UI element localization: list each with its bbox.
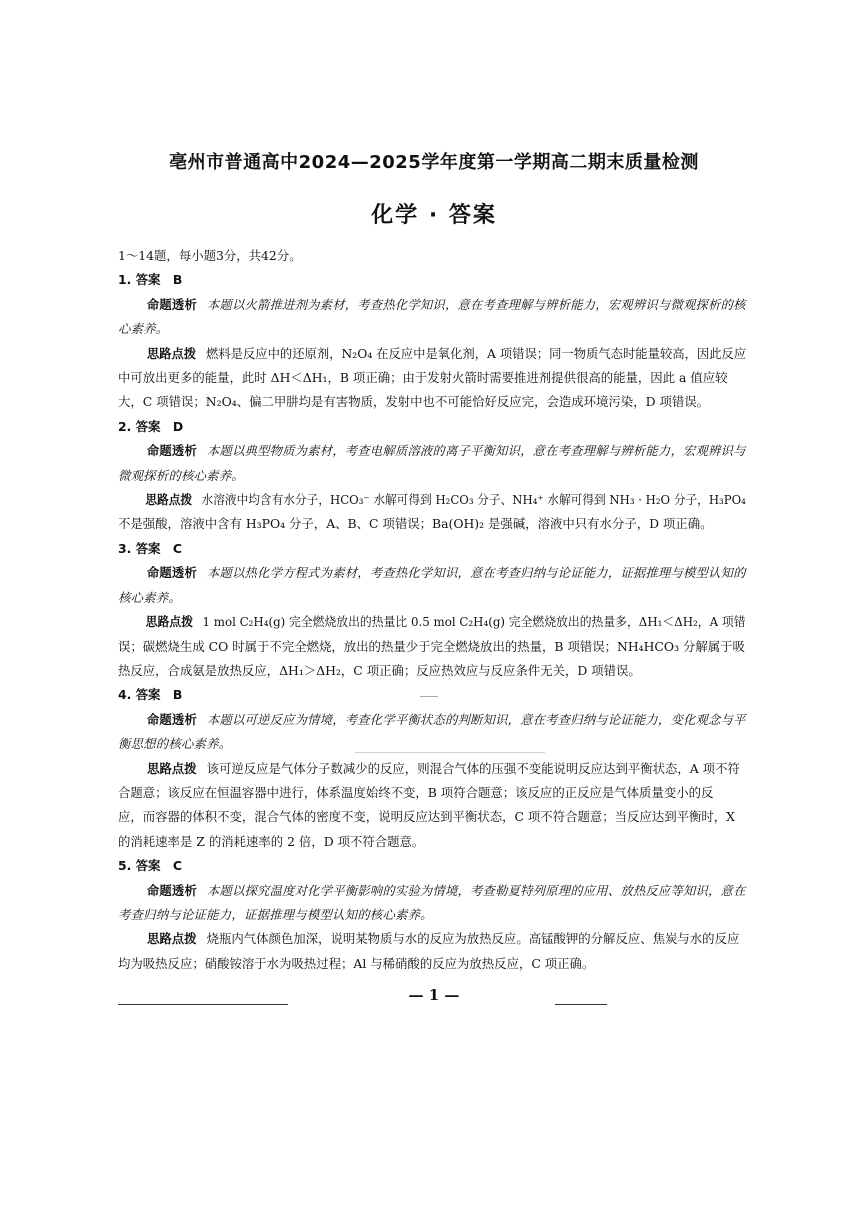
analysis-line bbox=[118, 586, 728, 610]
tip-line bbox=[118, 635, 745, 659]
tip-text: 应，而容器的体积不变，混合气体的密度不变，说明反应达到平衡状态，C 项不符合题意；当反应达到平衡时，X bbox=[118, 809, 735, 825]
analysis-label: 命题透析 bbox=[146, 443, 197, 459]
tip-line bbox=[118, 805, 735, 829]
analysis-label: 命题透析 bbox=[146, 296, 197, 312]
footer-rule-right bbox=[555, 1004, 607, 1005]
analysis-text: 心素养。 bbox=[118, 321, 169, 337]
document-subtitle: 化学 · 答案 bbox=[371, 203, 497, 228]
tip-line bbox=[118, 830, 728, 854]
question-block bbox=[118, 683, 746, 854]
tip-label: 思路点拨 bbox=[147, 931, 197, 947]
question-list bbox=[118, 268, 747, 976]
analysis-label: 命题透析 bbox=[146, 882, 197, 898]
tip-label: 思路点拨 bbox=[147, 760, 197, 776]
analysis-label: 命题透析 bbox=[146, 565, 197, 581]
analysis-text: 本题以火箭推进剂为素材，考查热化学知识，意在考查理解与辨析能力，宏观辨识与微观探析的核 bbox=[206, 296, 746, 312]
analysis-line bbox=[118, 464, 728, 488]
tip-text: 1 mol C₂H₄(g) 完全燃烧放出的热量比 0.5 mol C₂H₄(g) 完全燃烧放出的热量多，ΔH₁＜ΔH₂，A 项错 bbox=[202, 614, 746, 630]
tip-text: 燃料是反应中的还原剂，N₂O₄ 在反应中是氧化剂，A 项错误；同一物质气态时能量较高，因此反应 bbox=[206, 345, 747, 361]
tip-label: 思路点拨 bbox=[145, 492, 193, 508]
answer-heading: 4. 答案 B bbox=[118, 687, 183, 703]
scan-artifact bbox=[420, 696, 438, 697]
answer-heading: 3. 答案 C bbox=[118, 540, 182, 556]
tip-line bbox=[118, 781, 728, 805]
question-block bbox=[118, 268, 747, 414]
analysis-line bbox=[118, 561, 746, 585]
answer-heading: 5. 答案 C bbox=[118, 858, 182, 874]
analysis-line bbox=[118, 708, 746, 732]
tip-line bbox=[118, 927, 740, 951]
tip-line bbox=[118, 342, 747, 366]
tip-text: 该可逆反应是气体分子数减少的反应，则混合气体的压强不变能说明反应达到平衡状态，A 项不符 bbox=[206, 760, 740, 776]
tip-line bbox=[118, 659, 728, 683]
tip-text: 烧瓶内气体颜色加深，说明某物质与水的反应为放热反应。高锰酸钾的分解反应、焦炭与水的反应 bbox=[206, 931, 740, 947]
analysis-line bbox=[118, 293, 746, 317]
analysis-label: 命题透析 bbox=[146, 711, 197, 727]
tip-text: 不是强酸，溶液中含有 H₃PO₄ 分子，A、B、C 项错误；Ba(OH)₂ 是强碱，溶液中只有水分子，D 项正确。 bbox=[118, 516, 713, 532]
analysis-text: 本题以热化学方程式为素材，考查热化学知识，意在考查归纳与论证能力，证据推理与模型认知的 bbox=[206, 565, 746, 581]
tip-line bbox=[118, 610, 746, 634]
analysis-text: 考查归纳与论证能力，证据推理与模型认知的核心素养。 bbox=[118, 906, 433, 922]
analysis-text: 衡思想的核心素养。 bbox=[118, 736, 232, 752]
analysis-line bbox=[118, 439, 746, 463]
tip-line bbox=[118, 366, 728, 390]
analysis-line bbox=[118, 879, 746, 903]
answer-heading: 1. 答案 B bbox=[118, 272, 183, 288]
analysis-text: 本题以典型物质为素材，考查电解质溶液的离子平衡知识，意在考查理解与辨析能力，宏观辨识与 bbox=[206, 443, 746, 459]
analysis-line bbox=[118, 903, 728, 927]
tip-text: 大，C 项错误；N₂O₄、偏二甲肼均是有害物质，发射中也不可能恰好反应完，会造成环境污染，D 项错误。 bbox=[118, 394, 710, 410]
answer-content bbox=[118, 244, 747, 976]
scoring-intro: 1～14题，每小题3分，共42分。 bbox=[118, 248, 302, 263]
tip-text: 合题意；该反应在恒温容器中进行，体系温度始终不变，B 项符合题意；该反应的正反应是气体质量变小的反 bbox=[118, 784, 714, 800]
analysis-text: 本题以可逆反应为情境，考查化学平衡状态的判断知识，意在考查归纳与论证能力，变化观念与平 bbox=[206, 711, 746, 727]
tip-line bbox=[118, 488, 746, 512]
tip-text: 均为吸热反应；硝酸铵溶于水为吸热过程；Al 与稀硝酸的反应为放热反应，C 项正确。 bbox=[118, 955, 595, 971]
tip-label: 思路点拨 bbox=[146, 345, 197, 361]
question-block bbox=[118, 537, 746, 683]
question-block bbox=[118, 854, 746, 976]
footer-rule-left bbox=[118, 1004, 288, 1005]
tip-line bbox=[118, 512, 728, 536]
tip-text: 中可放出更多的能量，此时 ΔH＜ΔH₁，B 项正确；由于发射火箭时需要推进剂提供很高的能量，因此 a 值应较 bbox=[118, 370, 728, 386]
tip-label: 思路点拨 bbox=[145, 614, 193, 630]
analysis-text: 核心素养。 bbox=[118, 589, 181, 605]
tip-line bbox=[118, 757, 740, 781]
analysis-line bbox=[118, 317, 728, 341]
scan-artifact bbox=[355, 752, 545, 753]
analysis-text: 微观探析的核心素养。 bbox=[118, 467, 244, 483]
tip-text: 水溶液中均含有水分子，HCO₃⁻ 水解可得到 H₂CO₃ 分子、NH₄⁺ 水解可得到 NH₃ · H₂O 分子，H₃PO₄ bbox=[201, 492, 746, 508]
answer-heading: 2. 答案 D bbox=[118, 418, 184, 434]
tip-text: 热反应，合成氨是放热反应，ΔH₁＞ΔH₂，C 项正确；反应热效应与反应条件无关，D 项错误。 bbox=[118, 662, 641, 678]
page-number: — 1 — bbox=[408, 986, 460, 1004]
analysis-text: 本题以探究温度对化学平衡影响的实验为情境，考查勒夏特列原理的应用、放热反应等知识，意在 bbox=[206, 882, 746, 898]
tip-text: 误；碳燃烧生成 CO 时属于不完全燃烧，放出的热量少于完全燃烧放出的热量，B 项错误；NH₄HCO₃ 分解属于吸 bbox=[118, 638, 745, 654]
tip-text: 的消耗速率是 Z 的消耗速率的 2 倍，D 项不符合题意。 bbox=[118, 833, 425, 849]
tip-line bbox=[118, 390, 728, 414]
tip-line bbox=[118, 952, 728, 976]
document-title: 亳州市普通高中2024—2025学年度第一学期高二期末质量检测 bbox=[169, 152, 699, 173]
question-block bbox=[118, 415, 746, 537]
